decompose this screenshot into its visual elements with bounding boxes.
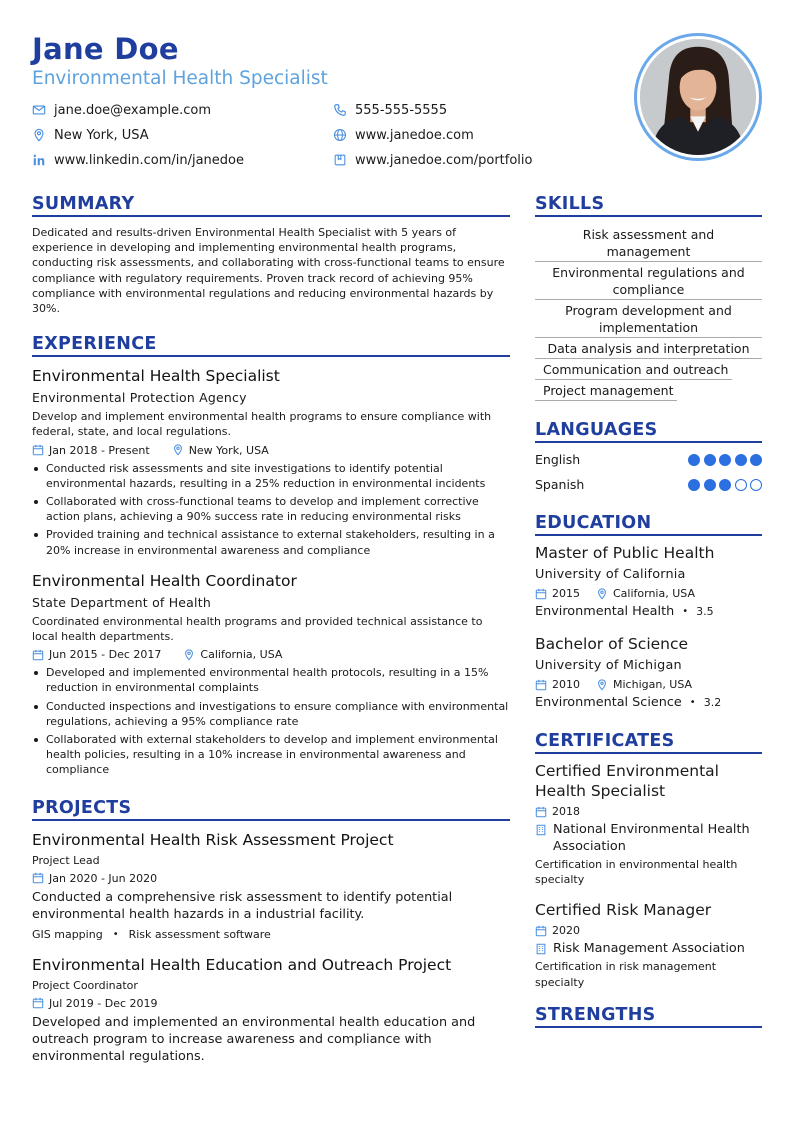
- job-achievements: [32, 461, 510, 558]
- strengths-heading: STRENGTHS: [535, 1004, 762, 1028]
- project-role: Project Coordinator: [32, 978, 138, 992]
- certificate-year: 2020: [552, 924, 580, 938]
- project-tags: [32, 927, 510, 942]
- level-dot-filled: [704, 454, 716, 466]
- certificates-heading: CERTIFICATES: [535, 730, 762, 754]
- location-pin-icon: [172, 444, 184, 456]
- school-location: California, USA: [613, 587, 695, 600]
- education-entry: [535, 543, 762, 620]
- job-organization: State Department of Health: [32, 594, 211, 610]
- skill-item: Environmental regulations and compliance: [535, 262, 762, 300]
- graduation-year: 2010: [552, 678, 580, 691]
- summary-text: Dedicated and results-driven Environmental Health Specialist with 5 years of experience in developing and implementing environmental health programs, conducting risk assessments, and collaborating with cross-functional teams to ensure compliance with regulatory requirements. Proven track record of achieving 95% compliance with environmental regulations and reducing environmental hazards by 30%.: [32, 226, 505, 316]
- linkedin-icon: [32, 153, 46, 167]
- language-name: Spanish: [535, 477, 585, 492]
- linkedin-text: www.linkedin.com/in/janedoe: [54, 152, 244, 168]
- bookmark-icon: [333, 153, 347, 167]
- certificate-entry: [535, 761, 762, 887]
- phone-text: 555-555-5555: [355, 102, 448, 118]
- certificate-meta: [535, 804, 762, 819]
- calendar-icon: [535, 679, 547, 691]
- achievement-item: Collaborated with cross-functional teams to develop and implement corrective action plans, achieving a 90% success rate in reducing environmental risks: [32, 494, 510, 524]
- field-of-study: Environmental Science: [535, 695, 682, 710]
- calendar-icon: [32, 997, 44, 1009]
- tag-separator: •: [112, 928, 119, 940]
- project-tag: GIS mapping: [32, 927, 103, 941]
- skills-heading: SKILLS: [535, 193, 762, 217]
- achievement-item: Collaborated with external stakeholders to develop and implement environmental health policies, resulting in a 10% increase in environmental awareness and compliance: [32, 732, 510, 778]
- degree: Bachelor of Science: [535, 635, 689, 653]
- project-title: Environmental Health Risk Assessment Project: [32, 830, 394, 849]
- skill-item: Communication and outreach: [535, 359, 732, 380]
- language-level-dots: [685, 479, 763, 491]
- calendar-icon: [32, 872, 44, 884]
- project-title: Environmental Health Education and Outreach Project: [32, 955, 452, 974]
- location-pin-icon: [596, 679, 608, 691]
- level-dot-filled: [719, 454, 731, 466]
- contact-location: [32, 125, 149, 145]
- certificate-year: 2018: [552, 805, 580, 818]
- portfolio-text: www.janedoe.com/portfolio: [355, 152, 533, 168]
- job-achievements: [32, 665, 510, 777]
- level-dot-filled: [704, 479, 716, 491]
- project-meta: [32, 871, 510, 886]
- job-entry: [32, 571, 510, 778]
- language-name: English: [535, 452, 581, 467]
- location-pin-icon: [183, 649, 195, 661]
- profile-photo: [640, 39, 756, 155]
- education-heading: EDUCATION: [535, 512, 762, 536]
- location-pin-icon: [32, 128, 46, 142]
- job-organization: Environmental Protection Agency: [32, 390, 247, 406]
- projects-heading: PROJECTS: [32, 797, 510, 821]
- calendar-icon: [535, 806, 547, 818]
- experience-heading: EXPERIENCE: [32, 333, 510, 357]
- left-column: [32, 193, 510, 1065]
- separator: •: [689, 697, 696, 708]
- graduation-year: 2015: [552, 587, 580, 600]
- job-description: Develop and implement environmental health programs to ensure compliance with federal, state, and local regulations.: [32, 410, 492, 439]
- level-dot-filled: [750, 454, 762, 466]
- job-dates: Jan 2018 - Present: [49, 443, 150, 457]
- skill-item: Data analysis and interpretation: [535, 338, 762, 359]
- candidate-name: Jane Doe: [32, 32, 179, 66]
- job-entry: [32, 366, 510, 558]
- project-dates: Jan 2020 - Jun 2020: [49, 871, 158, 885]
- globe-icon: [333, 128, 347, 142]
- certificate-issuer-row: [535, 940, 762, 957]
- field-of-study: Environmental Health: [535, 604, 675, 619]
- certificate-issuer-row: [535, 821, 762, 855]
- education-entry: [535, 634, 762, 711]
- skill-item: Risk assessment and management: [535, 224, 762, 262]
- right-column: [535, 193, 762, 1028]
- project-description: Developed and implemented an environmental health education and outreach program to increase awareness and compliance with environmental regulations.: [32, 1014, 476, 1064]
- location-pin-icon: [596, 588, 608, 600]
- level-dot-filled: [688, 479, 700, 491]
- contact-linkedin[interactable]: [32, 150, 244, 170]
- achievement-item: Provided training and technical assistance to external stakeholders, resulting in a 20% increase in environmental awareness and compliance: [32, 527, 510, 557]
- education-field: [535, 603, 762, 620]
- school: University of California: [535, 567, 686, 582]
- certificate-entry: [535, 900, 762, 989]
- level-dot-filled: [719, 479, 731, 491]
- skills-list: [535, 224, 762, 401]
- project-dates: Jul 2019 - Dec 2019: [49, 996, 158, 1010]
- location-text: New York, USA: [54, 127, 149, 143]
- project-entry: [32, 830, 510, 942]
- skill-item: Project management: [535, 380, 677, 401]
- project-description: Conducted a comprehensive risk assessment to identify potential environmental health hazards in a industrial facility.: [32, 889, 453, 922]
- language-row: [535, 476, 762, 493]
- education-field: [535, 694, 762, 711]
- contact-phone[interactable]: [333, 100, 447, 120]
- achievement-item: Conducted inspections and investigations to ensure compliance with environmental regulations, achieving a 95% compliance rate: [32, 699, 510, 729]
- certificate-issuer: Risk Management Association: [553, 941, 745, 957]
- certificate-description: Certification in risk management specialty: [535, 960, 717, 989]
- languages-heading: LANGUAGES: [535, 419, 762, 443]
- candidate-title: Environmental Health Specialist: [32, 68, 328, 89]
- calendar-icon: [32, 444, 44, 456]
- project-tag: Risk assessment software: [128, 927, 271, 941]
- project-meta: [32, 996, 510, 1011]
- gpa: 3.5: [696, 605, 714, 618]
- calendar-icon: [32, 649, 44, 661]
- school: University of Michigan: [535, 658, 682, 673]
- language-level-dots: [685, 454, 763, 466]
- certificate-meta: [535, 923, 762, 938]
- job-title: Environmental Health Coordinator: [32, 571, 297, 590]
- certificate-name: Certified Risk Manager: [535, 901, 712, 920]
- separator: •: [682, 606, 689, 617]
- education-meta: [535, 586, 762, 601]
- level-dot-empty: [735, 479, 747, 491]
- project-role: Project Lead: [32, 853, 100, 867]
- job-meta: [32, 647, 510, 662]
- contact-email[interactable]: [32, 100, 211, 120]
- project-entry: [32, 955, 510, 1065]
- level-dot-empty: [750, 479, 762, 491]
- achievement-item: Developed and implemented environmental health protocols, resulting in a 15% reduction in environmental complaints: [32, 665, 510, 695]
- degree: Master of Public Health: [535, 544, 715, 562]
- certificate-description: Certification in environmental health specialty: [535, 858, 738, 887]
- mail-icon: [32, 103, 46, 117]
- language-row: [535, 451, 762, 468]
- gpa: 3.2: [703, 696, 722, 709]
- summary-heading: SUMMARY: [32, 193, 510, 217]
- certificate-name: Certified Environmental Health Specialist: [535, 762, 719, 800]
- phone-icon: [333, 103, 347, 117]
- job-dates: Jun 2015 - Dec 2017: [49, 648, 162, 662]
- website-text: www.janedoe.com: [355, 127, 474, 143]
- certificate-issuer: National Environmental Health Association: [553, 822, 750, 854]
- skill-item: Program development and implementation: [535, 300, 762, 338]
- level-dot-filled: [735, 454, 747, 466]
- school-location: Michigan, USA: [613, 678, 693, 691]
- profile-photo-frame: [634, 33, 762, 161]
- header: [32, 30, 592, 168]
- email-text: jane.doe@example.com: [54, 102, 212, 118]
- contact-portfolio[interactable]: [333, 150, 533, 170]
- job-location: California, USA: [200, 648, 283, 662]
- achievement-item: Conducted risk assessments and site investigations to identify potential environmental hazards, resulting in a 25% reduction in environmental incidents: [32, 461, 510, 491]
- job-location: New York, USA: [188, 443, 269, 457]
- level-dot-filled: [688, 454, 700, 466]
- education-meta: [535, 677, 762, 692]
- building-icon: [535, 824, 547, 836]
- calendar-icon: [535, 925, 547, 937]
- job-meta: [32, 443, 510, 458]
- job-title: Environmental Health Specialist: [32, 367, 280, 386]
- job-description: Coordinated environmental health programs and provided technical assistance to local health departments.: [32, 614, 483, 644]
- calendar-icon: [535, 588, 547, 600]
- building-icon: [535, 943, 547, 955]
- contact-website[interactable]: [333, 125, 474, 145]
